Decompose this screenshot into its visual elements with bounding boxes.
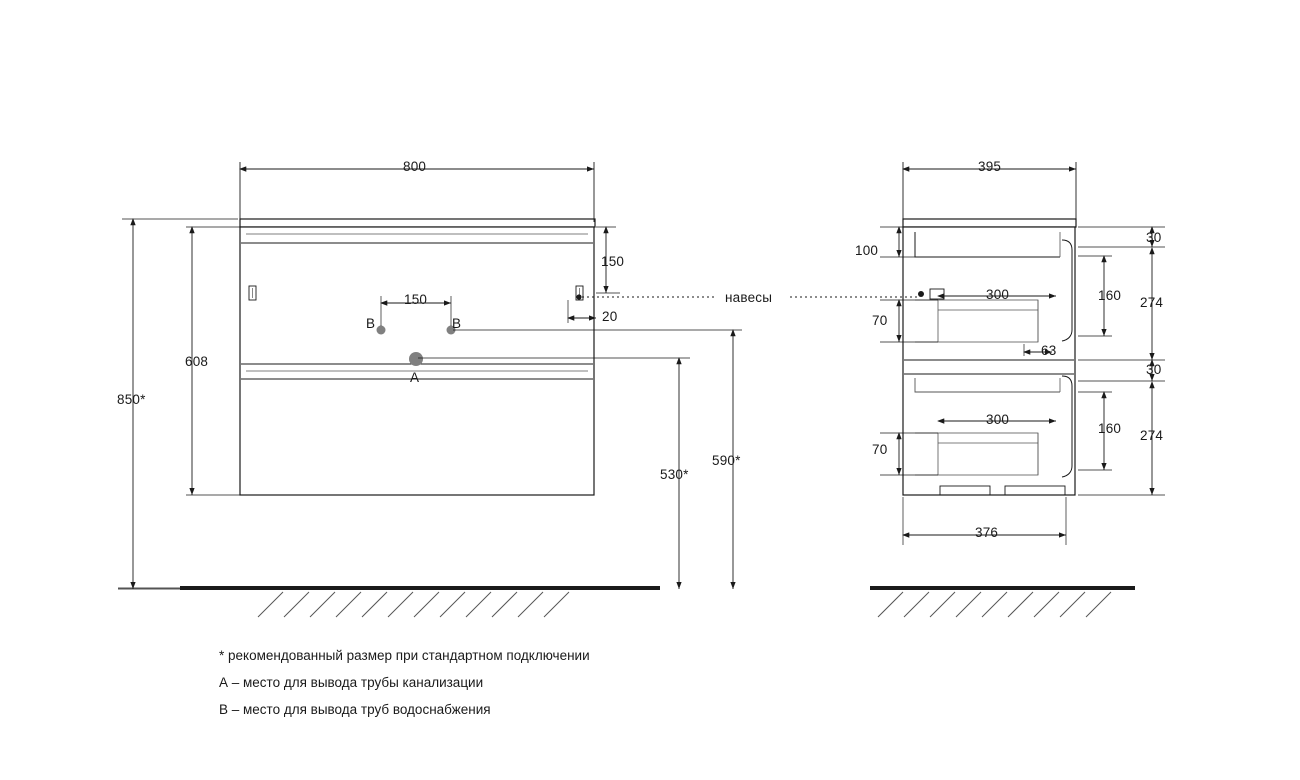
dim-side-handle-upper: 160	[1098, 288, 1122, 303]
dim-front-top-band: 150	[601, 254, 625, 269]
dim-front-offset-right: 20	[602, 309, 618, 324]
dim-front-width: 800	[403, 159, 427, 174]
dim-side-handle-lower: 160	[1098, 421, 1122, 436]
dim-side-top-thickness-upper: 30	[1146, 230, 1162, 245]
dim-side-back-offset-upper: 70	[872, 313, 888, 328]
floor-side	[870, 586, 1135, 617]
note-water: В – место для вывода труб водоснабжения	[219, 702, 491, 717]
dim-side-back-offset-top: 100	[855, 243, 879, 258]
marker-label-drain: A	[410, 370, 420, 385]
marker-label-water-right: B	[452, 316, 462, 331]
dim-front-water-height: 590*	[712, 453, 741, 468]
note-recommended: * рекомендованный размер при стандартном подключении	[219, 648, 590, 663]
dim-side-gap: 63	[1041, 343, 1057, 358]
dim-front-total-height: 850*	[117, 392, 146, 407]
legend-notes	[219, 648, 590, 729]
marker-label-water-left: B	[366, 316, 376, 331]
dim-front-body-height: 608	[185, 354, 209, 369]
dim-front-pipe-spacing: 150	[404, 292, 428, 307]
dim-side-drawer-upper: 274	[1140, 295, 1164, 310]
dim-front-drain-height: 530*	[660, 467, 689, 482]
dim-side-top-thickness-lower: 30	[1146, 362, 1162, 377]
dim-side-back-offset-lower: 70	[872, 442, 888, 457]
dim-side-depth: 395	[978, 159, 1002, 174]
callout-hangers: навесы	[725, 290, 773, 305]
dim-side-inner-upper: 300	[986, 287, 1010, 302]
dim-side-drawer-lower: 274	[1140, 428, 1164, 443]
dim-side-inner-lower: 300	[986, 412, 1010, 427]
note-drain: А – место для вывода трубы канализации	[219, 675, 484, 690]
floor-front	[118, 586, 660, 617]
dim-side-base-depth: 376	[975, 525, 999, 540]
hanger-leader-front	[576, 294, 716, 299]
